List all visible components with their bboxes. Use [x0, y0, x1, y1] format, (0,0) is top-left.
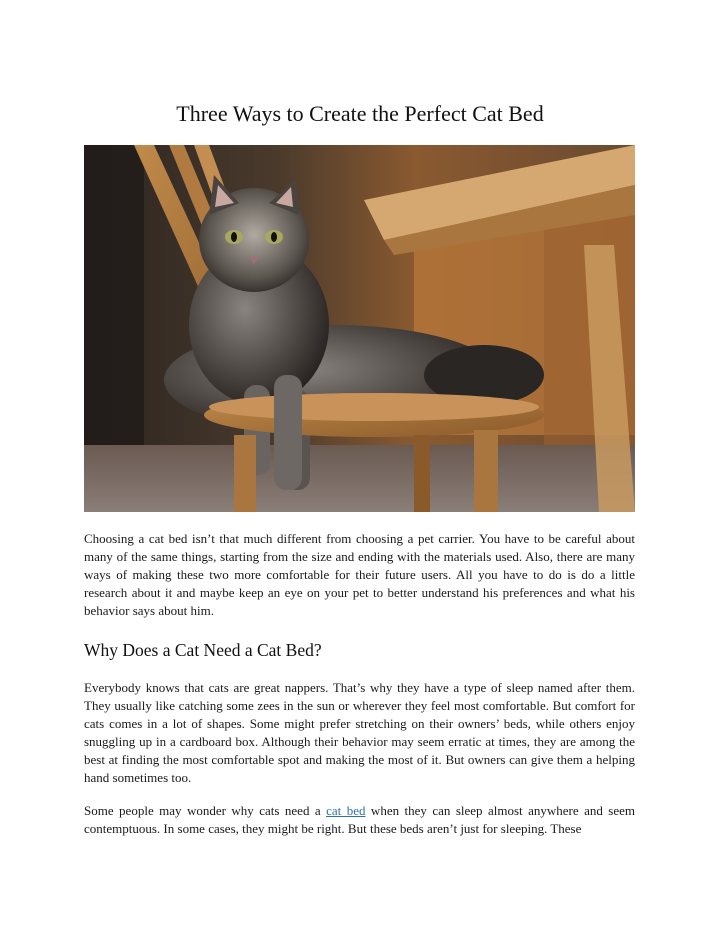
- document-title: Three Ways to Create the Perfect Cat Bed: [176, 101, 544, 126]
- section-heading: Why Does a Cat Need a Cat Bed?: [84, 640, 322, 660]
- cat-bed-link[interactable]: cat bed: [326, 803, 366, 818]
- paragraph-text-before-link: Some people may wonder why cats need a: [84, 803, 327, 818]
- body-paragraph-why-bed: [84, 802, 635, 838]
- body-paragraph-napping: Everybody knows that cats are great nappers. That’s why they have a type of sleep named after them. They usually like catching some zees in the sun or wherever they feel most comfortable. But comfort for cats comes in a lot of shapes. Some might prefer stretching on their owners’ beds, while others enjoy snuggling up in a cardboard box. Although their behavior may seem erratic at times, they are among the best at finding the most comfortable spot and making the most of it. But owners can give them a helping hand sometimes too.: [84, 680, 635, 785]
- cat-on-chair-photo: [84, 145, 635, 512]
- intro-paragraph: Choosing a cat bed isn’t that much different from choosing a pet carrier. You have to be careful about many of the same things, starting from the size and ending with the materials used. Also, there are many ways of making these two more comfortable for their future users. All you have to do is do a little research about it and maybe keep an eye on your pet to better understand his preferences and what his behavior says about him.: [84, 531, 635, 618]
- paragraph-text-after-link: when they can sleep almost anywhere and seem contemptuous. In some cases, they might be right. But these beds aren’t just for sleeping. These: [84, 803, 636, 836]
